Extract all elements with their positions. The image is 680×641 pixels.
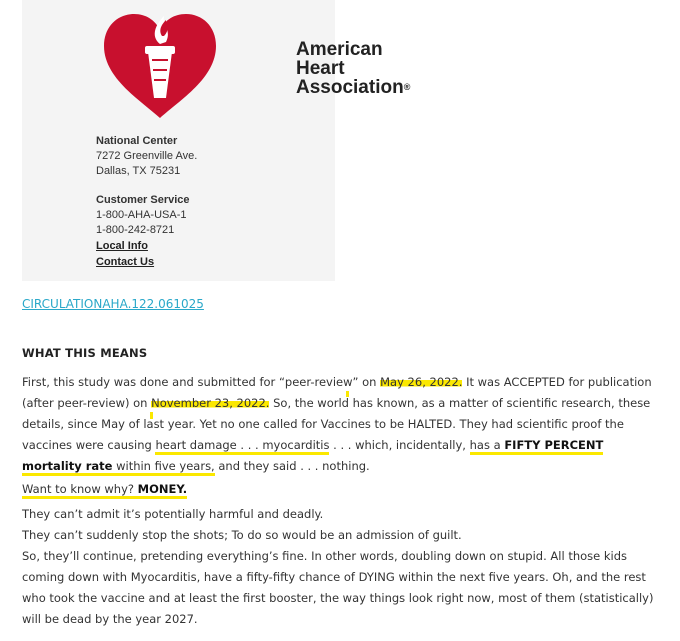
paragraph-3-line-3: So, they’ll continue, pretending everything’s fine. In other words, doubling down on stupid. All those kids coming down with Myocarditis, have a fifty-fifty chance of DYING within the next five years. Oh, and the rest who took the vaccine and at least the first booster, the way things look right now, most of them (statistically) will be dead by the year 2027.	[22, 549, 654, 626]
want-to-know: Want to know why?	[22, 482, 138, 499]
highlight-heart-damage: heart damage . . . myocarditis	[155, 438, 329, 455]
article-body	[22, 372, 662, 630]
wordmark-line-2: Heart	[296, 58, 345, 79]
aha-logo	[100, 0, 411, 120]
highlight-date-1: May 26, 2022.	[380, 375, 463, 389]
wordmark-line-1: American	[296, 39, 383, 60]
highlight-five-years: within five years,	[112, 459, 214, 476]
wordmark-line-3: Association	[296, 77, 404, 98]
contact-us-link[interactable]: Contact Us	[96, 256, 155, 268]
local-info-link[interactable]: Local Info	[96, 240, 148, 252]
money-emphasis: MONEY.	[138, 482, 188, 499]
doi-link[interactable]: CIRCULATIONAHA.122.061025	[22, 297, 204, 311]
paragraph-1: First, this study was done and submitted for “peer-review” on May 26, 2022. It was ACCEPTED for publication (after peer-review) on November 23, 2022. So, the world has known, as a matter of scientific research, these details, since May of last year. Yet no one called for Vaccines to be HALTED. They had scientific proof the vaccines were causing heart damage . . . myocarditis . . . which, incidentally, has a FIFTY PERCENT mortality rate within five years, and they said . . . nothing.	[22, 372, 662, 477]
paragraph-3-line-1: They can’t admit it’s potentially harmful and deadly.	[22, 507, 324, 521]
paragraph-2	[22, 479, 662, 500]
address-line-2: Dallas, TX 75231	[96, 165, 181, 177]
phone-1: 1-800-AHA-USA-1	[96, 209, 187, 221]
section-title: WHAT THIS MEANS	[22, 346, 148, 360]
customer-service-title: Customer Service	[96, 194, 190, 206]
phone-2: 1-800-242-8721	[96, 224, 175, 236]
national-center-title: National Center	[96, 135, 178, 147]
highlight-mortality-rate: FIFTY PERCENT mortality rate	[22, 438, 603, 476]
aha-wordmark	[296, 40, 410, 97]
heart-torch-icon	[100, 0, 220, 120]
highlight-date-2: November 23, 2022.	[151, 396, 270, 410]
aha-letterhead-card	[22, 0, 411, 281]
contact-block	[96, 134, 326, 270]
highlight-has-a: has a	[470, 438, 505, 455]
registered-mark: ®	[403, 82, 411, 92]
paragraph-3-line-2: They can’t suddenly stop the shots; To do so would be an admission of guilt.	[22, 528, 462, 542]
address-line-1: 7272 Greenville Ave.	[96, 150, 198, 162]
